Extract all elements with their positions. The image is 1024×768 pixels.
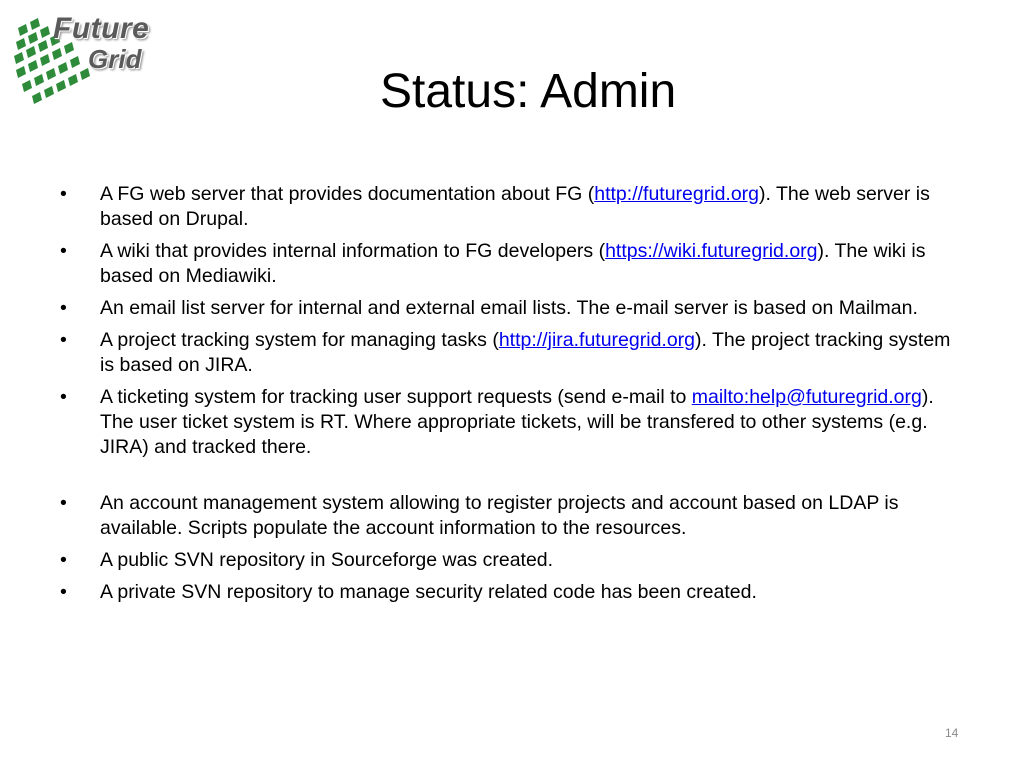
bullet-dot-icon: • — [60, 183, 67, 205]
bullet-link[interactable]: http://jira.futuregrid.org — [498, 329, 696, 351]
bullet-text-after: ). The project tracking system is based on JIRA. — [100, 329, 951, 376]
slide-title: Status: Admin — [380, 65, 677, 118]
bullet-dot-icon: • — [60, 240, 67, 262]
bullet-dot-icon: • — [60, 581, 67, 603]
bullet-text-after: ). The user ticket system is RT. Where appropriate tickets, will be transfered to other systems (e.g. JIRA) and tracked there. — [100, 386, 934, 458]
bullet-list — [60, 182, 960, 612]
bullet-link[interactable]: http://futuregrid.org — [594, 183, 760, 205]
logo-text-grid: Grid — [88, 44, 142, 74]
bullet-dot-icon: • — [60, 492, 67, 514]
bullet-text-before: A wiki that provides internal information to FG developers ( — [100, 240, 606, 262]
bullet-link[interactable]: mailto:help@futuregrid.org — [691, 386, 922, 408]
bullet-text-before: A ticketing system for tracking user support requests (send e-mail to — [100, 386, 692, 408]
bullet-dot-icon: • — [60, 549, 67, 571]
bullet-item — [60, 580, 960, 605]
bullet-item — [60, 491, 960, 541]
bullet-item — [60, 548, 960, 573]
bullet-item — [60, 182, 960, 232]
bullet-dot-icon: • — [60, 329, 67, 351]
futuregrid-logo — [8, 8, 158, 108]
bullet-text: An account management system allowing to register projects and account based on LDAP is available. Scripts populate the account information to the resources. — [100, 492, 899, 539]
page-number: 14 — [945, 726, 959, 740]
bullet-link[interactable]: https://wiki.futuregrid.org — [605, 240, 818, 262]
bullet-item — [60, 385, 960, 460]
bullet-text-after: ). The web server is based on Drupal. — [100, 183, 930, 230]
bullet-item — [60, 239, 960, 289]
bullet-text-after: ). The wiki is based on Mediawiki. — [100, 240, 926, 287]
bullet-text: An email list server for internal and external email lists. The e-mail server is based on Mailman. — [100, 297, 918, 319]
logo-text-future: Future — [53, 12, 150, 45]
bullet-text-before: A FG web server that provides documentation about FG ( — [100, 183, 595, 205]
bullet-text: A public SVN repository in Sourceforge was created. — [100, 549, 554, 571]
bullet-text: A private SVN repository to manage security related code has been created. — [100, 581, 757, 603]
bullet-dot-icon: • — [60, 386, 67, 408]
bullet-dot-icon: • — [60, 297, 67, 319]
bullet-item — [60, 328, 960, 378]
bullet-text-before: A project tracking system for managing tasks ( — [100, 329, 499, 351]
bullet-item — [60, 296, 960, 321]
